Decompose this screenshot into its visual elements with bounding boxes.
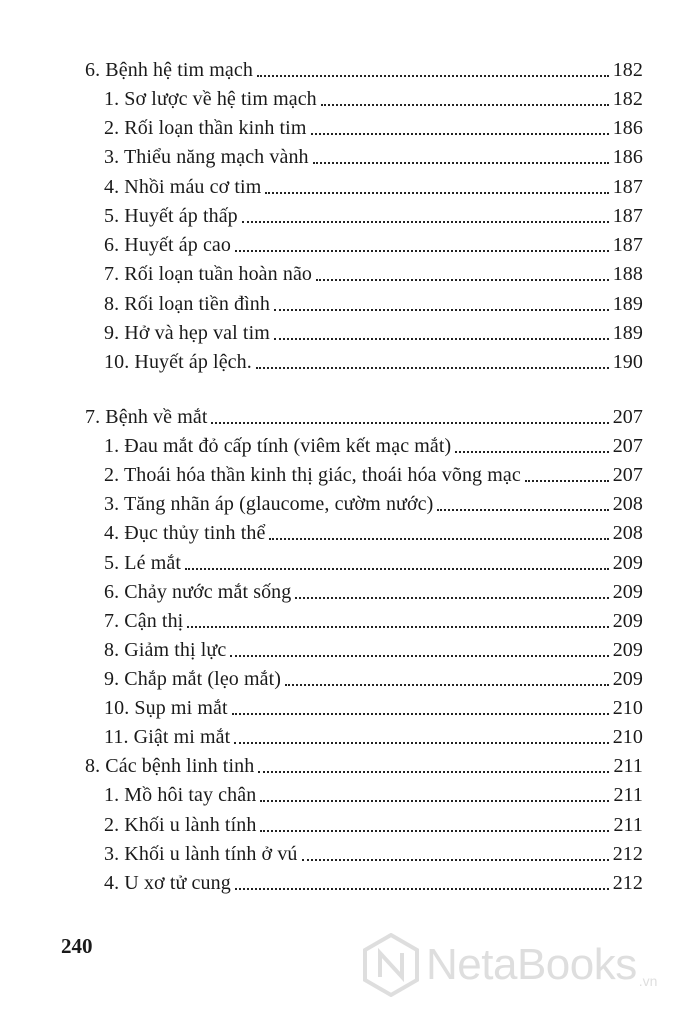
toc-chapter-title: 6. Bệnh hệ tim mạch [85, 59, 253, 81]
toc-item-label: 9. Hở và hẹp val tim [104, 322, 270, 344]
toc-chapter-misc [85, 750, 643, 777]
dot-leader [316, 279, 609, 281]
toc-item-label: 6. Huyết áp cao [104, 234, 232, 256]
toc-page-number: 188 [612, 263, 643, 285]
toc-item [104, 809, 643, 836]
dot-leader [234, 742, 608, 744]
toc-item [104, 346, 643, 373]
toc-item-label: 10. Huyết áp lệch. [104, 351, 252, 373]
toc-item [104, 200, 643, 227]
toc-page-number: 212 [612, 872, 643, 894]
dot-leader [265, 192, 608, 194]
dot-leader [256, 367, 609, 369]
watermark-brand: NetaBooks [426, 940, 637, 989]
toc-item [104, 83, 643, 110]
toc-page-number: 207 [612, 464, 643, 486]
toc-item-label: 1. Đau mắt đỏ cấp tính (viêm kết mạc mắt) [104, 435, 452, 457]
toc-item [104, 141, 643, 168]
toc-item-label: 7. Cận thị [104, 610, 184, 632]
dot-leader [257, 75, 609, 77]
toc-item-label: 4. U xơ tử cung [104, 872, 231, 894]
toc-item [104, 634, 643, 661]
toc-page-number: 211 [613, 755, 643, 777]
toc-page-number: 186 [612, 117, 643, 139]
toc-item [104, 867, 643, 894]
dot-leader [235, 250, 609, 252]
toc-item-label: 9. Chắp mắt (lẹo mắt) [104, 668, 282, 690]
toc-item-label: 10. Sụp mi mắt [104, 697, 228, 719]
toc-page-number: 189 [612, 293, 643, 315]
dot-leader [230, 655, 608, 657]
toc-item [104, 112, 643, 139]
toc-page-number: 208 [612, 522, 643, 544]
toc-item [104, 692, 643, 719]
toc-page-number: 210 [612, 697, 643, 719]
toc-page-number: 212 [612, 843, 643, 865]
toc-item-label: 5. Huyết áp thấp [104, 205, 238, 227]
toc-item [104, 430, 643, 457]
watermark-suffix: .vn [638, 973, 658, 989]
dot-leader [274, 309, 609, 311]
dot-leader [232, 713, 609, 715]
toc-page-number: 187 [612, 234, 643, 256]
toc-item [104, 547, 643, 574]
dot-leader [187, 626, 608, 628]
toc-page-number: 209 [612, 552, 643, 574]
dot-leader [258, 771, 609, 773]
toc-page-number: 187 [612, 176, 643, 198]
dot-leader [242, 221, 609, 223]
netabooks-watermark [362, 933, 657, 997]
toc-item [104, 721, 643, 748]
netabooks-logo-icon [362, 933, 420, 997]
toc-item-label: 3. Thiểu năng mạch vành [104, 146, 309, 168]
toc-item-label: 4. Nhồi máu cơ tim [104, 176, 262, 198]
dot-leader [260, 830, 609, 832]
dot-leader [455, 451, 608, 453]
toc-page-number: 209 [612, 581, 643, 603]
toc-item [104, 663, 643, 690]
toc-chapter-eyes [85, 401, 643, 428]
dot-leader [321, 104, 609, 106]
toc-item [104, 459, 643, 486]
dot-leader [311, 133, 609, 135]
dot-leader [313, 162, 609, 164]
toc-page-number: 211 [613, 814, 643, 836]
toc-page-number: 182 [612, 88, 643, 110]
toc-item-label: 5. Lé mắt [104, 552, 181, 574]
toc-item [104, 517, 643, 544]
toc-item-label: 1. Mồ hôi tay chân [104, 784, 257, 806]
toc-item [104, 576, 643, 603]
dot-leader [235, 888, 609, 890]
dot-leader [260, 800, 609, 802]
toc-item-label: 2. Rối loạn thần kinh tim [104, 117, 307, 139]
dot-leader [269, 538, 608, 540]
toc-item [104, 288, 643, 315]
toc-chapter-heart [85, 54, 643, 81]
toc-item [104, 605, 643, 632]
toc-page-number: 211 [613, 784, 643, 806]
dot-leader [437, 509, 608, 511]
dot-leader [285, 684, 609, 686]
toc-item-label: 3. Khối u lành tính ở vú [104, 843, 298, 865]
toc-item-label: 7. Rối loạn tuần hoàn não [104, 263, 313, 285]
toc-page-number: 190 [612, 351, 643, 373]
toc-chapter-title: 8. Các bệnh linh tinh [85, 755, 255, 777]
dot-leader [295, 597, 608, 599]
toc-item [104, 171, 643, 198]
toc-page-number: 187 [612, 205, 643, 227]
toc-page-number: 207 [612, 435, 643, 457]
toc-item [104, 488, 643, 515]
toc-page-number: 207 [612, 406, 643, 428]
toc-item-label: 8. Giảm thị lực [104, 639, 227, 661]
dot-leader [302, 859, 609, 861]
toc-item-label: 8. Rối loạn tiền đình [104, 293, 270, 315]
toc-page-number: 209 [612, 639, 643, 661]
toc-item [104, 779, 643, 806]
dot-leader [274, 338, 609, 340]
toc-chapter-title: 7. Bệnh về mắt [85, 406, 208, 428]
toc-page-number: 209 [612, 610, 643, 632]
toc-page-number: 189 [612, 322, 643, 344]
toc-item-label: 2. Khối u lành tính [104, 814, 257, 836]
toc-page-number: 182 [612, 59, 643, 81]
dot-leader [525, 480, 609, 482]
toc-item [104, 317, 643, 344]
toc-item-label: 2. Thoái hóa thần kinh thị giác, thoái hóa võng mạc [104, 464, 521, 486]
toc-item [104, 838, 643, 865]
toc-page-number: 208 [612, 493, 643, 515]
toc-page-number: 186 [612, 146, 643, 168]
toc-page-number: 210 [612, 726, 643, 748]
toc-item-label: 3. Tăng nhãn áp (glaucome, cườm nước) [104, 493, 434, 515]
toc-item-label: 1. Sơ lược về hệ tim mạch [104, 88, 317, 110]
dot-leader [185, 568, 609, 570]
toc-item [104, 258, 643, 285]
toc-item-label: 4. Đục thủy tinh thể [104, 522, 266, 544]
toc-item [104, 229, 643, 256]
footer-page-number: 240 [61, 934, 93, 958]
toc-page-number: 209 [612, 668, 643, 690]
dot-leader [211, 422, 608, 424]
toc-item-label: 6. Chảy nước mắt sống [104, 581, 292, 603]
toc-item-label: 11. Giật mi mắt [104, 726, 231, 748]
